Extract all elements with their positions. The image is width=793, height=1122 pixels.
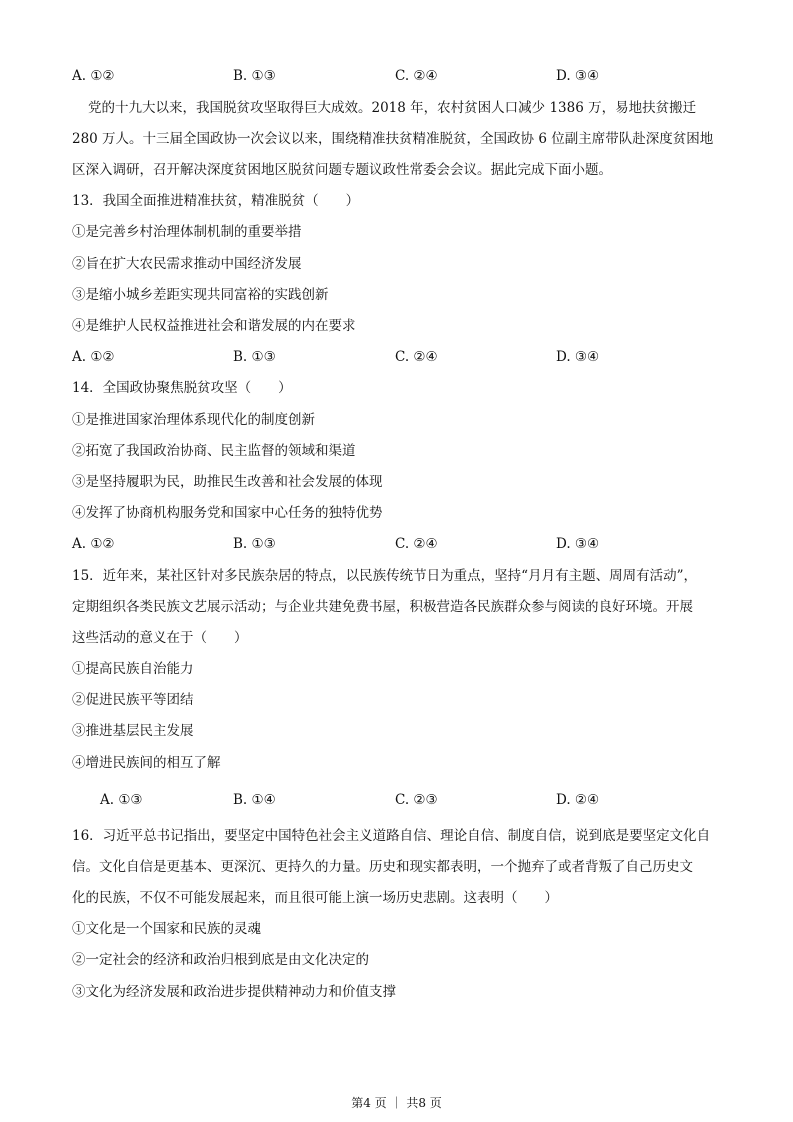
passage-line: 区深入调研，召开解决深度贫困地区脱贫问题专题议政性常委会会议。据此完成下面小题。: [72, 162, 612, 178]
question-15-item: ②促进民族平等团结: [72, 692, 194, 708]
question-15-item: ①提高民族自治能力: [72, 661, 194, 677]
question-13-item: ①是完善乡村治理体制机制的重要举措: [72, 224, 302, 240]
prev-question-options: [72, 66, 732, 86]
question-15-stem: 15．近年来，某社区针对多民族杂居的特点，以民族传统节日为重点，坚持“月月有主题、周周有活动”，: [72, 568, 697, 584]
option-b: B. ①③: [233, 349, 276, 365]
option-c: C. ②③: [395, 792, 438, 808]
question-15-stem: 这些活动的意义在于（ ）: [72, 630, 248, 646]
question-14-options: [72, 534, 732, 554]
option-b: B. ①③: [233, 68, 276, 84]
option-c: C. ②④: [395, 68, 438, 84]
question-16-stem: 16．习近平总书记指出，要坚定中国特色社会主义道路自信、理论自信、制度自信，说到底是要坚定文化自: [72, 828, 711, 844]
option-c: C. ②④: [395, 349, 438, 365]
question-14-item: ①是推进国家治理体系现代化的制度创新: [72, 412, 315, 428]
question-16-item: ①文化是一个国家和民族的灵魂: [72, 921, 261, 937]
option-d: D. ③④: [556, 349, 600, 365]
option-d: D. ②④: [556, 792, 600, 808]
option-b: B. ①③: [233, 536, 276, 552]
question-14-item: ②拓宽了我国政治协商、民主监督的领域和渠道: [72, 443, 356, 459]
question-15-stem: 定期组织各类民族文艺展示活动；与企业共建免费书屋，积极营造各民族群众参与阅读的良好环境。开展: [72, 599, 693, 615]
question-14-item: ③是坚持履职为民，助推民生改善和社会发展的体现: [72, 474, 383, 490]
option-a: A. ①②: [72, 68, 115, 84]
option-d: D. ③④: [556, 536, 600, 552]
question-16-stem: 信。文化自信是更基本、更深沉、更持久的力量。历史和现实都表明，一个抛弃了或者背叛了自己历史文: [72, 859, 693, 875]
option-b: B. ①④: [233, 792, 276, 808]
passage-line: 280 万人。十三届全国政协一次会议以来，围绕精准扶贫精准脱贫，全国政协 6 位副主席带队赴深度贫困地: [72, 131, 714, 147]
question-15-item: ③推进基层民主发展: [72, 723, 194, 739]
question-13-item: ②旨在扩大农民需求推动中国经济发展: [72, 256, 302, 272]
question-13-item: ④是维护人民权益推进社会和谐发展的内在要求: [72, 318, 356, 334]
question-14-item: ④发挥了协商机构服务党和国家中心任务的独特优势: [72, 505, 383, 521]
question-16-stem: 化的民族，不仅不可能发展起来，而且很可能上演一场历史悲剧。这表明（ ）: [72, 890, 558, 906]
question-15-item: ④增进民族间的相互了解: [72, 755, 221, 771]
question-14-stem: 14．全国政协聚焦脱贫攻坚（ ）: [72, 380, 292, 396]
question-13-options: [72, 347, 732, 367]
question-16-item: ③文化为经济发展和政治进步提供精神动力和价值支撑: [72, 984, 396, 1000]
option-a: A. ①③: [100, 792, 143, 808]
question-15-options: [72, 790, 732, 810]
page-footer: 第4 页 ｜ 共8 页: [351, 1096, 442, 1110]
option-a: A. ①②: [72, 349, 115, 365]
question-16-item: ②一定社会的经济和政治归根到底是由文化决定的: [72, 952, 369, 968]
question-13-item: ③是缩小城乡差距实现共同富裕的实践创新: [72, 287, 329, 303]
option-c: C. ②④: [395, 536, 438, 552]
option-d: D. ③④: [556, 68, 600, 84]
option-a: A. ①②: [72, 536, 115, 552]
passage-line: 党的十九大以来，我国脱贫攻坚取得巨大成效。2018 年，农村贫困人口减少 1386 万，易地扶贫搬迁: [88, 100, 697, 116]
question-13-stem: 13．我国全面推进精准扶贫，精准脱贫（ ）: [72, 193, 360, 209]
